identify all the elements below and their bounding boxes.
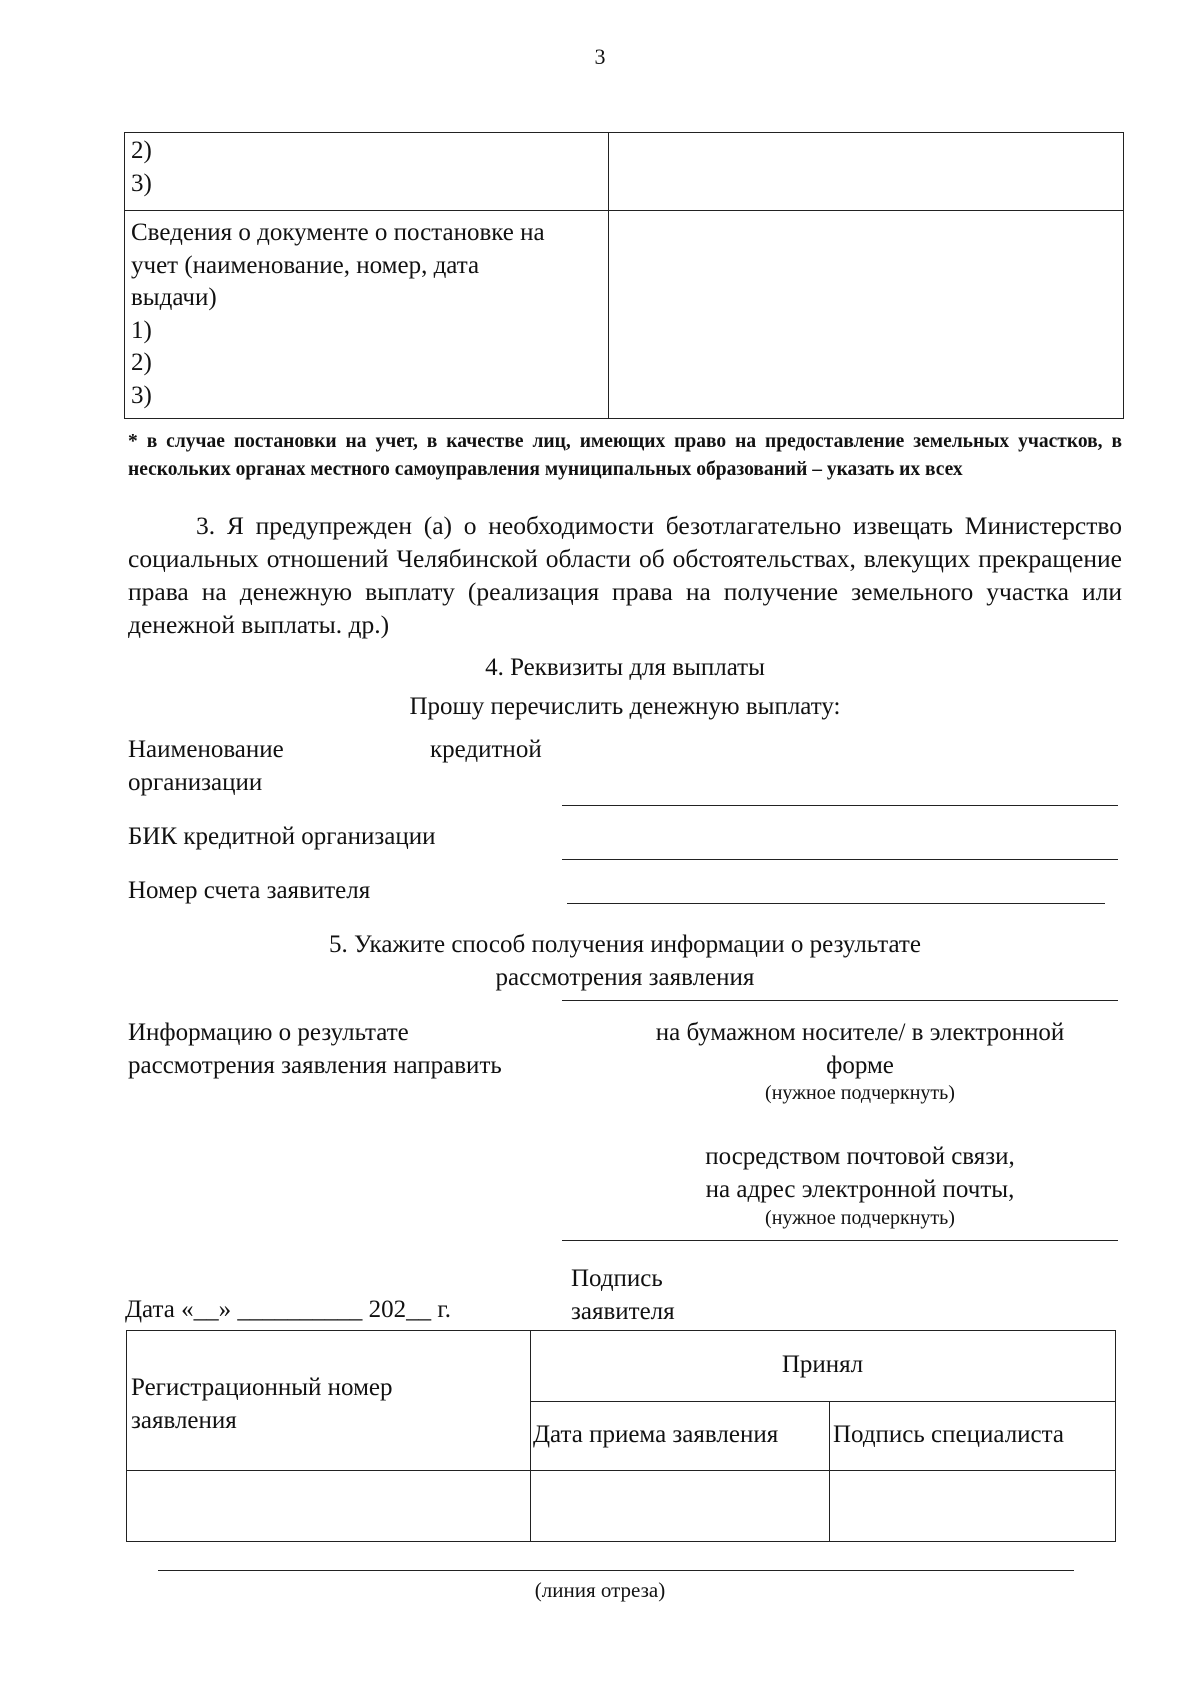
doc-registration-label: выдачи): [131, 284, 217, 311]
list-item: 3): [131, 381, 152, 409]
header-line: Регистрационный номер: [131, 1374, 393, 1401]
list-item: 1): [131, 316, 152, 344]
paragraph-3: 3. Я предупрежден (а) о необходимости безотлагательно извещать Министерство социальных отношений Челябинской области об обстоятельствах, влекущих прекращение права на денежную выплату (реализация права на получение земельного участка или денежной выплаты. др.): [128, 511, 1122, 639]
post-email-option[interactable]: [590, 1140, 1130, 1206]
footnote: * в случае постановки на учет, в качестве лиц, имеющих право на предоставление земельных участков, в нескольких органах местного самоуправления муниципальных образований – указать их всех: [128, 431, 1122, 480]
info-delivery-label-line: рассмотрения заявления направить: [128, 1052, 502, 1079]
paper-electronic-option[interactable]: [590, 1016, 1130, 1082]
info-delivery-label: [128, 1016, 502, 1082]
doc-registration-label: учет (наименование, номер, дата: [131, 251, 480, 279]
specialist-signature-header: Подпись специалиста: [833, 1421, 1064, 1448]
option-text: на бумажном носителе/ в электронной: [655, 1019, 1065, 1046]
page-number: 3: [594, 44, 606, 69]
date-field[interactable]: Дата «__» __________ 202__ г.: [125, 1296, 452, 1323]
section-4-title: 4. Реквизиты для выплаты: [485, 654, 765, 681]
info-delivery-label-line: Информацию о результате: [128, 1019, 409, 1046]
accepted-header: Принял: [781, 1351, 864, 1378]
divider: [562, 1240, 1118, 1241]
bik-field[interactable]: [562, 859, 1118, 860]
signature-label-line: заявителя: [571, 1298, 675, 1325]
option-text: посредством почтовой связи,: [705, 1143, 1015, 1170]
top-table: [124, 132, 1124, 419]
table-row: [131, 135, 605, 200]
bank-name-label: организации: [128, 769, 263, 796]
account-field[interactable]: [567, 903, 1105, 904]
bik-label: БИК кредитной организации: [128, 823, 436, 850]
list-item: 3): [131, 169, 152, 197]
signature-label-line: Подпись: [571, 1265, 663, 1292]
accept-date-header: Дата приема заявления: [533, 1421, 779, 1448]
cut-line: [158, 1570, 1074, 1571]
bank-name-label: кредитной: [430, 736, 542, 763]
doc-registration-label: Сведения о документе о постановке на: [131, 219, 545, 246]
option-text: на адрес электронной почты,: [705, 1176, 1015, 1203]
applicant-signature-label: [571, 1262, 675, 1328]
section-4-subtitle: Прошу перечислить денежную выплату:: [409, 693, 841, 720]
table-row: [131, 217, 605, 412]
cut-line-label: (линия отреза): [534, 1578, 666, 1602]
underline-note: (нужное подчеркнуть): [765, 1207, 955, 1229]
list-item: 2): [131, 137, 152, 164]
section-5-title: 5. Укажите способ получения информации о результате: [329, 931, 921, 958]
option-text: форме: [826, 1052, 894, 1079]
account-label: Номер счета заявителя: [128, 877, 371, 904]
registration-table: [126, 1330, 1116, 1542]
section-5-title: рассмотрения заявления: [495, 964, 755, 991]
bank-name-label: Наименование: [128, 736, 284, 763]
divider: [562, 1000, 1118, 1001]
list-item: 2): [131, 349, 152, 376]
header-line: заявления: [131, 1407, 237, 1434]
reg-number-header: [131, 1371, 526, 1437]
underline-note: (нужное подчеркнуть): [765, 1082, 955, 1104]
bank-name-field[interactable]: [562, 805, 1118, 806]
